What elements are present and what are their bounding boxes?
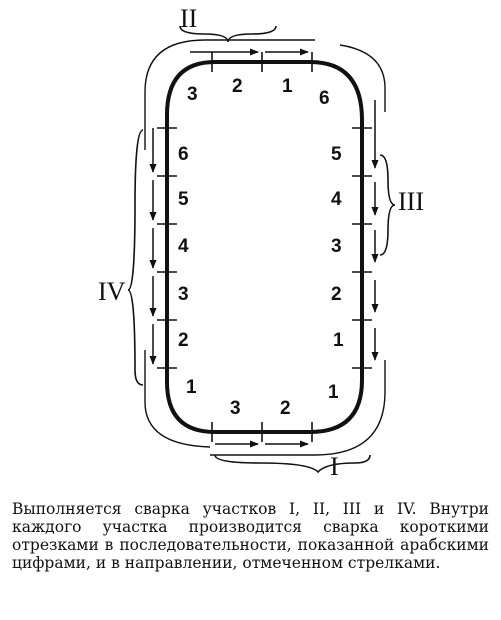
right-number-5: 1 xyxy=(333,330,344,351)
section-label-II: II xyxy=(180,4,198,33)
right-number-1: 5 xyxy=(331,144,342,165)
figure-caption: Выполняется сварка участков I, II, III и IV. Внутри каждого участка производится сварка короткими отрезками в последовательности, показанной арабскими цифрами, и в направлении, отмеченном стрелками. xyxy=(12,500,489,572)
right-number-4: 2 xyxy=(331,284,342,305)
bottom-number-2: 3 xyxy=(230,398,241,419)
left-number-2: 5 xyxy=(178,189,189,210)
right-number-2: 4 xyxy=(331,189,342,210)
bottom-number-3: 2 xyxy=(280,398,291,419)
right-number-3: 3 xyxy=(331,236,342,257)
section-label-IV: IV xyxy=(98,277,126,306)
left-number-4: 3 xyxy=(178,284,189,305)
top-number-3: 1 xyxy=(282,76,293,97)
bottom-number-1: 1 xyxy=(186,377,197,398)
top-number-4: 6 xyxy=(319,88,330,109)
bottom-number-4: 1 xyxy=(328,382,339,403)
top-number-2: 2 xyxy=(232,76,243,97)
section-label-III: III xyxy=(398,187,424,216)
left-number-5: 2 xyxy=(178,330,189,351)
left-number-1: 6 xyxy=(178,144,189,165)
section-label-I: I xyxy=(330,452,339,480)
left-number-3: 4 xyxy=(178,236,189,257)
top-number-1: 3 xyxy=(187,84,198,105)
